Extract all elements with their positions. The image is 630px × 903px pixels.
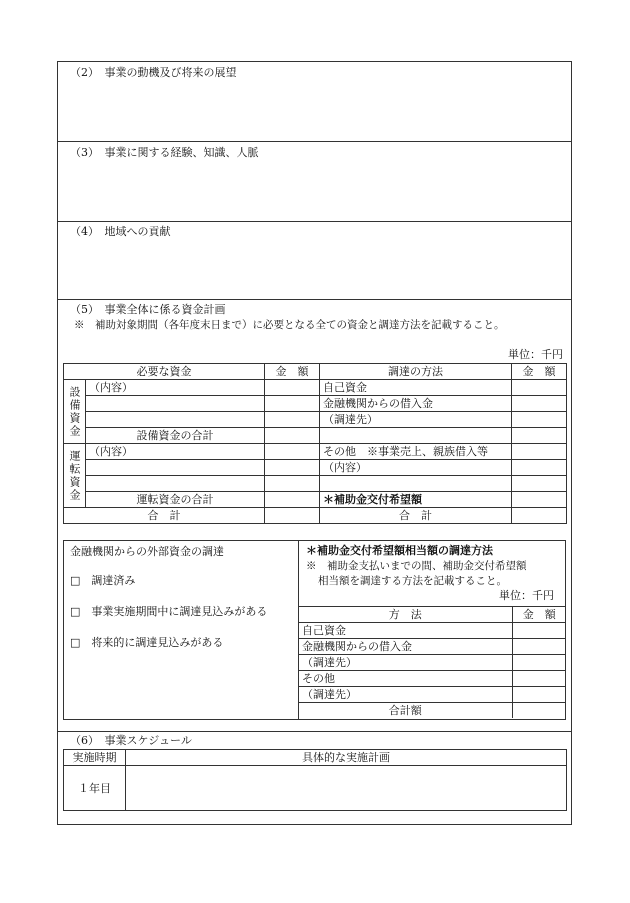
subsidy-method-title: ＊補助金交付希望額相当額の調達方法 (306, 544, 493, 557)
amount-cell[interactable] (265, 444, 320, 460)
amount-cell[interactable] (265, 412, 320, 428)
equipment-content-cell[interactable] (86, 412, 265, 428)
year-1-plan-cell[interactable] (126, 766, 567, 811)
amount-cell[interactable] (265, 396, 320, 412)
col-plan-header: 具体的な実施計画 (126, 750, 567, 766)
operating-content-cell[interactable] (86, 460, 265, 476)
amount-cell[interactable] (512, 639, 566, 655)
method-own-funds: 自己資金 (299, 623, 512, 639)
section-2-heading: （2） 事業の動機及び将来の展望 (70, 66, 237, 79)
amount-cell[interactable] (512, 687, 566, 703)
option-label: 調達済み (91, 574, 136, 587)
amount-cell[interactable] (512, 460, 567, 476)
option-label: 将来的に調達見込みがある (91, 636, 224, 649)
col-amount-header: 金 額 (512, 607, 566, 623)
equipment-funds-label: 設備資金 (64, 380, 86, 444)
schedule-table (63, 749, 567, 811)
amount-cell[interactable] (512, 492, 567, 508)
method-total-label: 合 計 (320, 508, 512, 524)
operating-content-cell[interactable]: （内容） (86, 444, 265, 460)
method-other: その他 (299, 671, 512, 687)
amount-cell[interactable] (265, 492, 320, 508)
operating-total-label: 運転資金の合計 (86, 492, 265, 508)
section-4-heading: （4） 地域への貢献 (70, 225, 171, 238)
sum-label: 合計額 (299, 703, 512, 719)
subsidy-method-table (299, 606, 566, 718)
equipment-content-cell[interactable] (86, 396, 265, 412)
amount-cell[interactable] (512, 508, 567, 524)
col-method-header: 調達の方法 (320, 364, 512, 380)
amount-cell[interactable] (512, 623, 566, 639)
method-source[interactable]: （調達先） (299, 687, 512, 703)
checkbox-icon[interactable]: □ (70, 574, 81, 587)
option-future[interactable] (70, 636, 223, 650)
operating-funds-label: 運転資金 (64, 444, 86, 508)
equipment-total-label: 設備資金の合計 (86, 428, 265, 444)
method-content[interactable]: （内容） (320, 460, 512, 476)
divider (57, 141, 572, 142)
method-other: その他 ※事業売上、親族借入等 (320, 444, 512, 460)
option-during-period[interactable] (70, 605, 267, 619)
section-5-note: ※ 補助対象期間（各年度末日まで）に必要となる全ての資金と調達方法を記載すること。 (74, 319, 505, 331)
year-1-label: １年目 (64, 766, 126, 811)
amount-cell[interactable] (512, 444, 567, 460)
funding-plan-table (63, 363, 567, 524)
method-cell[interactable] (320, 428, 512, 444)
amount-cell[interactable] (265, 460, 320, 476)
section-5-heading: （5） 事業全体に係る資金計画 (70, 303, 226, 316)
checkbox-icon[interactable]: □ (70, 636, 81, 649)
col-period-header: 実施時期 (64, 750, 126, 766)
method-bank-loan: 金融機関からの借入金 (299, 639, 512, 655)
method-own-funds: 自己資金 (320, 380, 512, 396)
operating-content-cell[interactable] (86, 476, 265, 492)
external-funding-title: 金融機関からの外部資金の調達 (70, 545, 224, 558)
divider (57, 221, 572, 222)
subsidy-method-note: ※ 補助金支払いまでの間、補助金交付希望額 (306, 560, 527, 572)
method-bank-loan: 金融機関からの借入金 (320, 396, 512, 412)
subsidy-method-note-2: 相当額を調達する方法を記載すること。 (318, 575, 507, 587)
divider (57, 299, 572, 300)
col-amount2-header: 金 額 (512, 364, 567, 380)
checkbox-icon[interactable]: □ (70, 605, 81, 618)
amount-cell[interactable] (512, 671, 566, 687)
method-source[interactable]: （調達先） (299, 655, 512, 671)
amount-cell[interactable] (512, 380, 567, 396)
col-need-header: 必要な資金 (64, 364, 265, 380)
unit-label: 単位：千円 (499, 589, 554, 602)
unit-label: 単位：千円 (508, 348, 563, 361)
equipment-content-cell[interactable]: （内容） (86, 380, 265, 396)
amount-cell[interactable] (512, 412, 567, 428)
method-cell[interactable] (320, 476, 512, 492)
col-method-header: 方 法 (299, 607, 512, 623)
option-label: 事業実施期間中に調達見込みがある (91, 605, 268, 618)
section-6-heading: （6） 事業スケジュール (70, 734, 192, 747)
amount-cell[interactable] (265, 428, 320, 444)
option-procured[interactable] (70, 574, 135, 588)
method-source[interactable]: （調達先） (320, 412, 512, 428)
divider (57, 731, 572, 732)
amount-cell[interactable] (512, 396, 567, 412)
amount-cell[interactable] (512, 655, 566, 671)
amount-cell[interactable] (512, 476, 567, 492)
amount-cell[interactable] (265, 476, 320, 492)
amount-cell[interactable] (265, 380, 320, 396)
col-amount-header: 金 額 (265, 364, 320, 380)
amount-cell[interactable] (512, 428, 567, 444)
amount-cell[interactable] (512, 703, 566, 719)
section-3-heading: （3） 事業に関する経験、知識、人脈 (70, 146, 259, 159)
amount-cell[interactable] (265, 508, 320, 524)
grand-total-label: 合 計 (64, 508, 265, 524)
method-subsidy: ＊補助金交付希望額 (320, 492, 512, 508)
